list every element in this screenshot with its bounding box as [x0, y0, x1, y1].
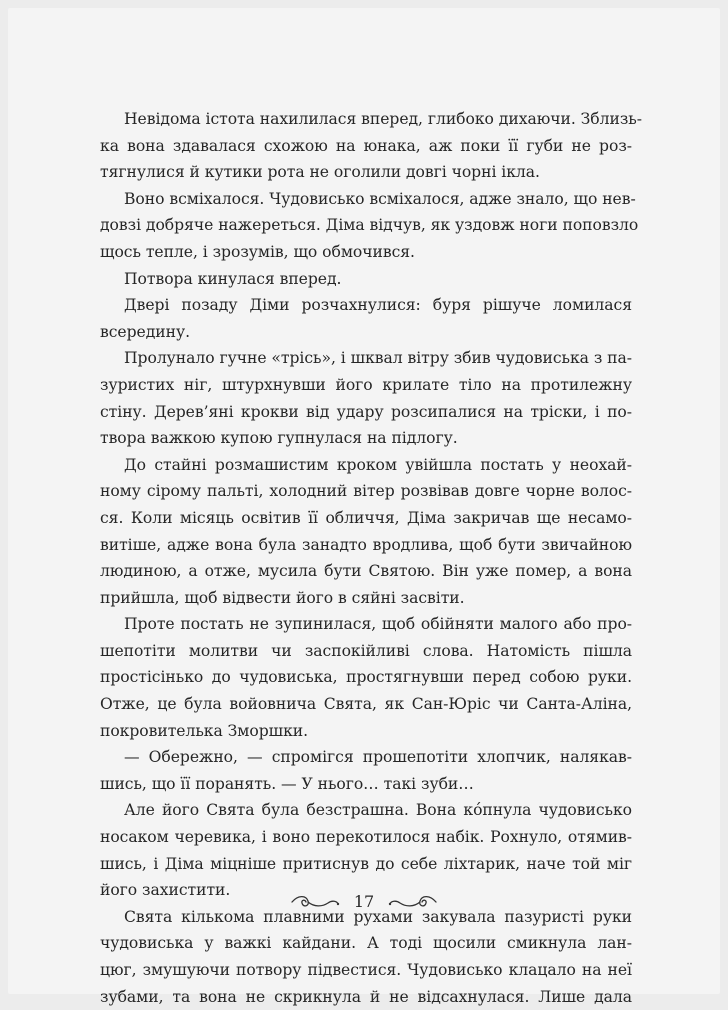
text-line: цюг, змушуючи потвору підвестися. Чудовисько клацало на неї	[100, 961, 632, 979]
text-line: До стайні розмашистим кроком увійшла постать у неохай-	[124, 455, 632, 474]
text-line: зубами, та вона не скрикнула й не відсахнулася. Лише дала	[100, 987, 632, 1006]
text-line: Свята кількома плавними рухами закувала пазуристі руки	[124, 907, 632, 926]
text-line: тягнулися й кутики рота не оголили довгі чорні ікла.	[100, 163, 540, 182]
swirl-ornament-right-icon	[388, 893, 438, 911]
text-line: твора важкою купою гупнулася на підлогу.	[100, 429, 458, 448]
text-line: Пролунало гучне «трісь», і шквал вітру збив чудовиська з па-	[124, 349, 632, 368]
text-line: простісінько до чудовиська, простягнувши перед собою руки.	[100, 668, 632, 687]
text-line: чудовиська у важкі кайдани. А тоді щосили смикнула лан-	[100, 934, 632, 953]
text-line: — Обережно, — спромігся прошепотіти хлопчик, налякав-	[124, 748, 632, 767]
book-page	[8, 8, 720, 1006]
text-line: шись, що її поранять. — У нього… такі зуби…	[100, 774, 474, 793]
text-line: ся. Коли місяць освітив її обличчя, Діма закричав ще несамо-	[100, 508, 632, 527]
text-line: покровителька Зморшки.	[100, 721, 309, 740]
text-line: Двері позаду Діми розчахнулися: буря рішуче ломилася	[124, 296, 632, 315]
text-line: ка вона здавалася схожою на юнака, аж поки її губи не роз-	[100, 136, 632, 155]
text-line: Потвора кинулася вперед.	[124, 269, 342, 288]
text-line: носаком черевика, і воно перекотилося набік. Рохнуло, отямив-	[100, 828, 632, 847]
text-line: витіше, адже вона була занадто вродлива, щоб бути звичайною	[100, 535, 632, 554]
text-line: Але його Свята була безстрашна. Вона кóпнула чудовисько	[124, 801, 632, 820]
text-line: щось тепле, і зрозумів, що обмочився.	[100, 242, 415, 261]
text-line: Проте постать не зупинилася, щоб обійняти малого або про-	[124, 615, 632, 634]
text-line: шись, і Діма міцніше притиснув до себе ліхтарик, наче той міг	[100, 854, 632, 873]
text-line: ному сірому пальті, холодний вітер розвівав довге чорне волос-	[100, 482, 632, 501]
text-line: людиною, а отже, мусила бути Святою. Він уже помер, а вона	[100, 562, 632, 581]
text-line: зуристих ніг, штурхнувши його крилате тіло на протилежну	[100, 375, 632, 394]
text-line: шепотіти молитви чи заспокійливі слова. Натомість пішла	[100, 641, 632, 660]
text-line: Невідома істота нахилилася вперед, глибоко дихаючи. Зблизь-	[124, 110, 642, 128]
text-line: прийшла, щоб відвести його в сяйні засвіти.	[100, 588, 465, 607]
text-line: довзі добряче нажереться. Діма відчув, як уздовж ноги поповзло	[100, 216, 639, 235]
page-footer	[8, 892, 720, 911]
text-line: Отже, це була войовнича Свята, як Сан-Юріс чи Санта-Аліна,	[100, 695, 632, 714]
text-line: всередину.	[100, 322, 190, 341]
text-line: стіну. Дерев’яні крокви від удару розсипалися на тріски, і по-	[100, 402, 632, 421]
text-line: Воно всміхалося. Чудовисько всміхалося, адже знало, що нев-	[124, 189, 636, 208]
body-text	[100, 106, 642, 1010]
text-line: його захистити.	[100, 881, 231, 900]
page-number: 17	[353, 892, 375, 911]
swirl-ornament-left-icon	[290, 893, 340, 911]
